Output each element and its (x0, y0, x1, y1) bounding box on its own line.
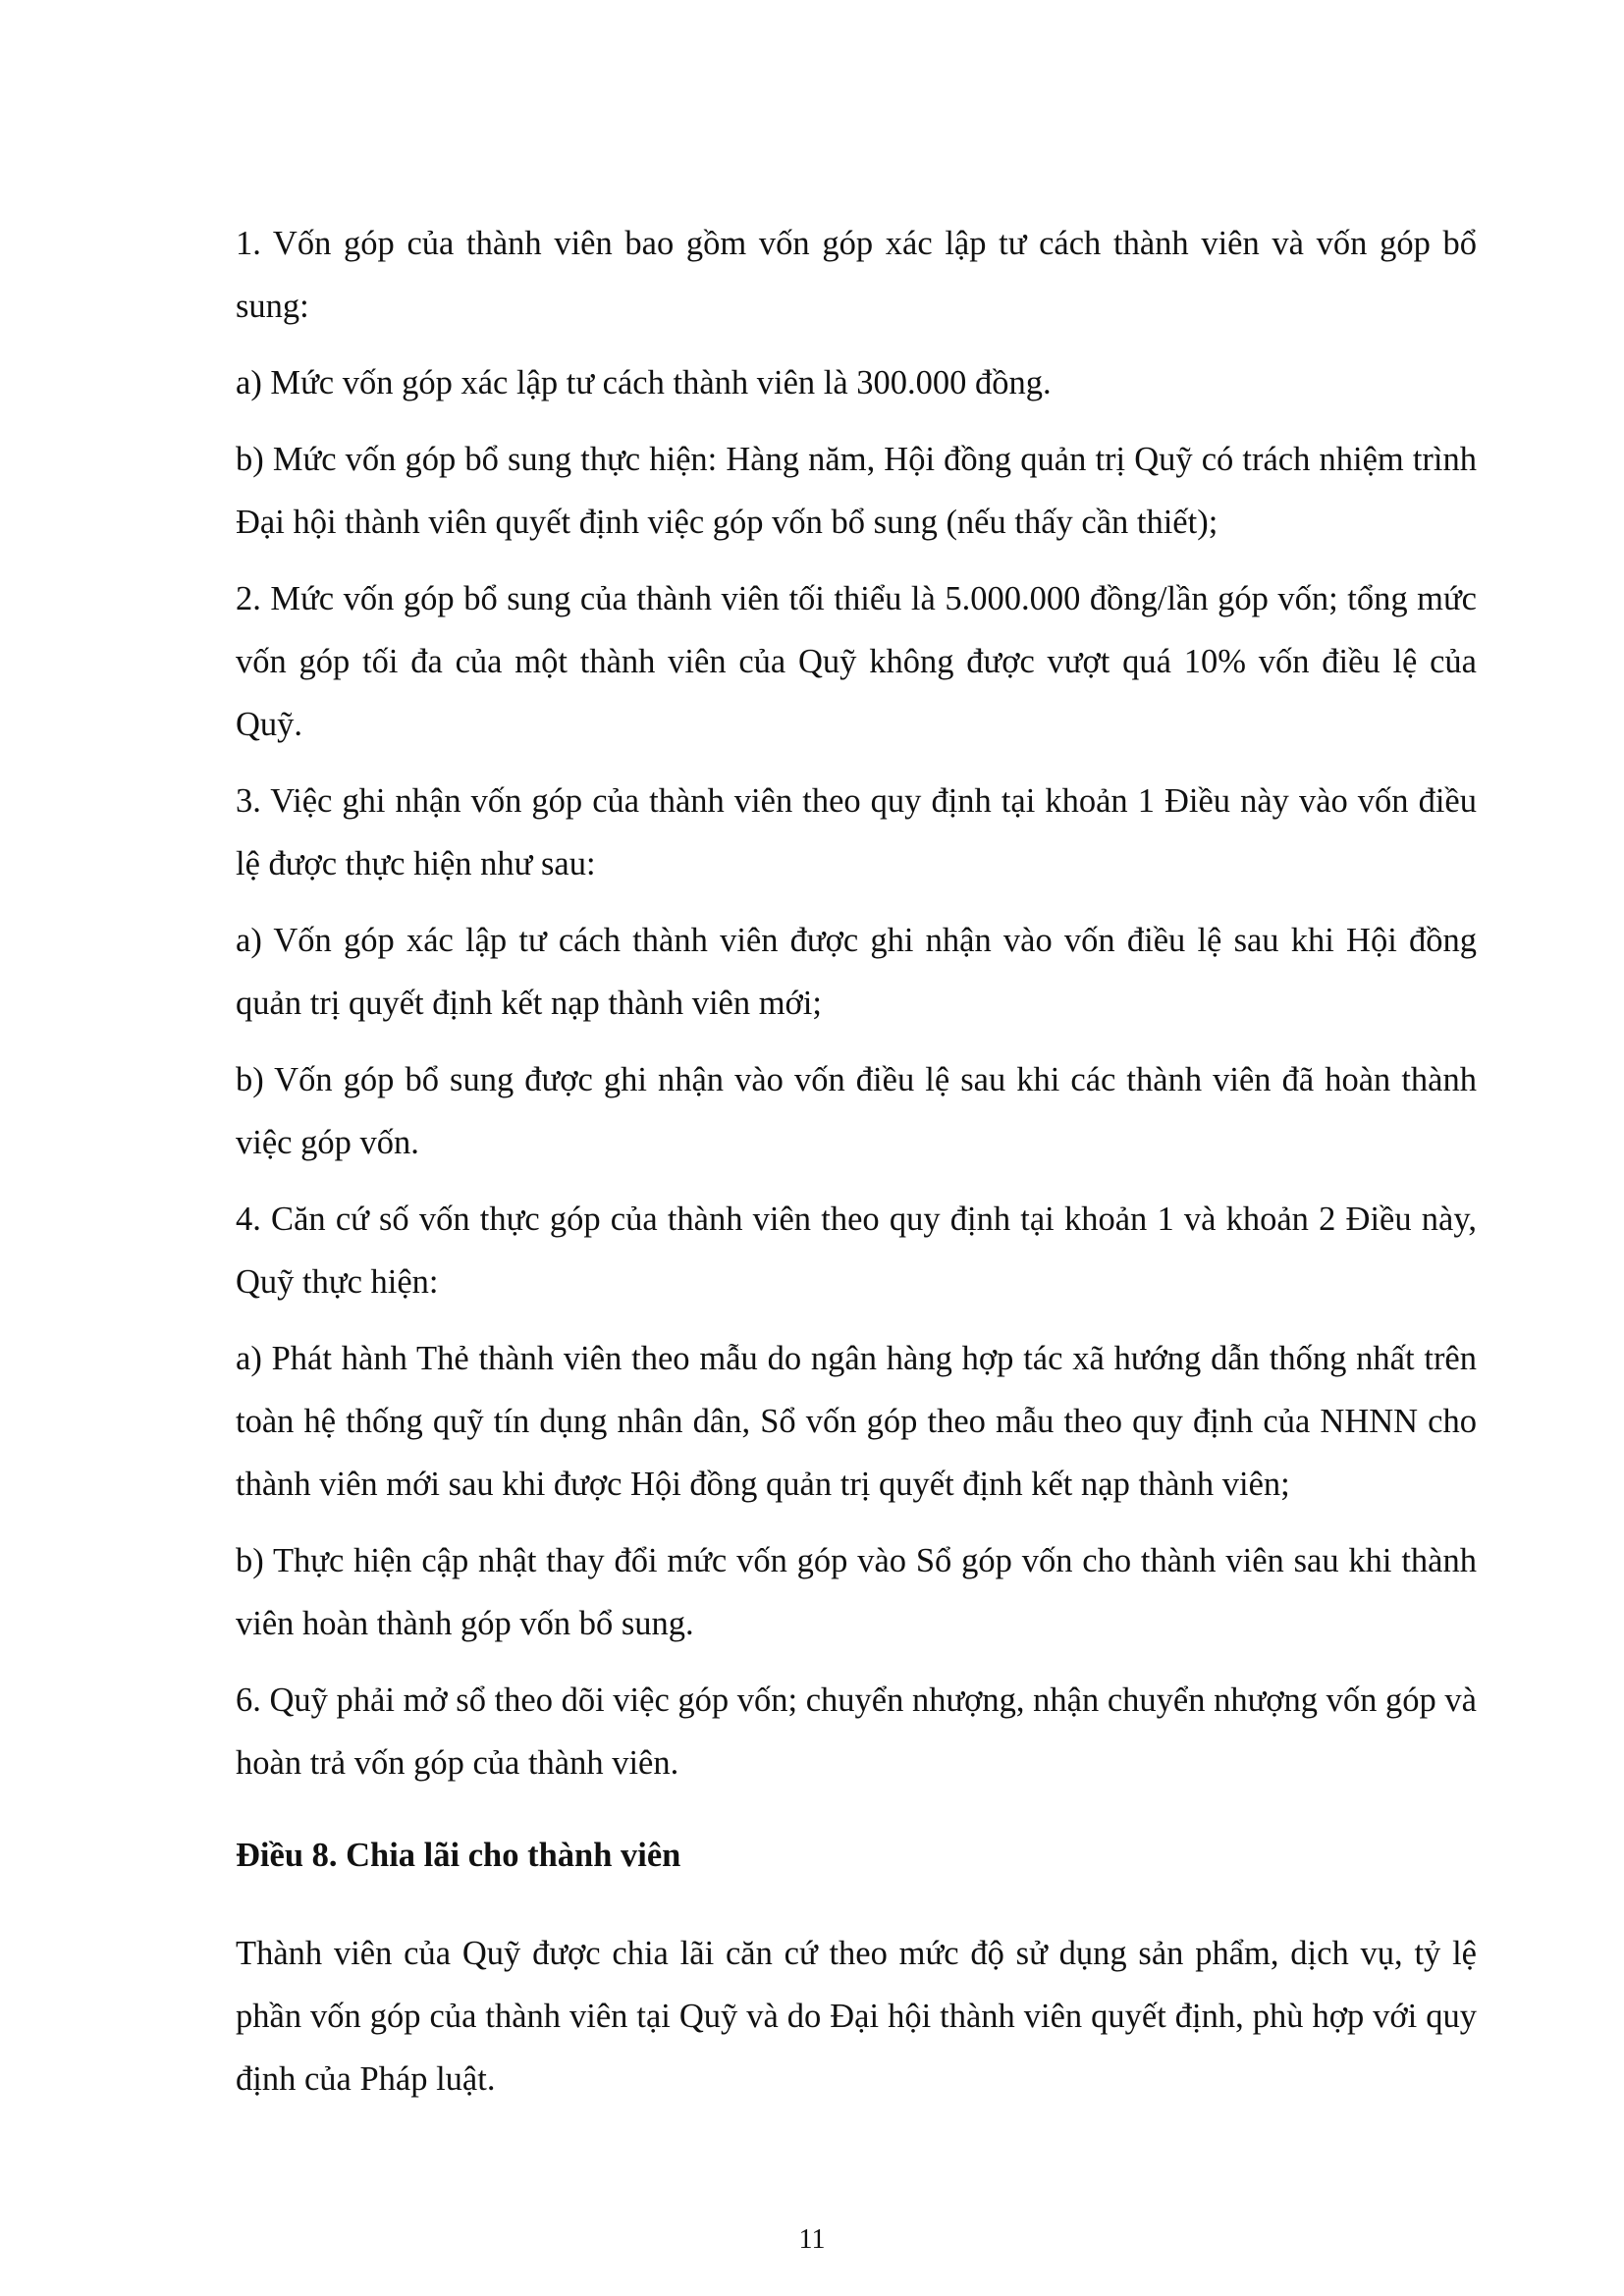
page-content (236, 212, 1477, 2124)
paragraph: b) Mức vốn góp bổ sung thực hiện: Hàng năm, Hội đồng quản trị Quỹ có trách nhiệm trình Đại hội thành viên quyết định việc góp vốn bổ sung (nếu thấy cần thiết); (236, 441, 1477, 541)
paragraph: 2. Mức vốn góp bổ sung của thành viên tối thiểu là 5.000.000 đồng/lần góp vốn; tổng mức vốn góp tối đa của một thành viên của Quỹ không được vượt quá 10% vốn điều lệ của Quỹ. (236, 580, 1477, 743)
paragraph: 3. Việc ghi nhận vốn góp của thành viên theo quy định tại khoản 1 Điều này vào vốn điều lệ được thực hiện như sau: (236, 782, 1477, 882)
paragraph: a) Mức vốn góp xác lập tư cách thành viên là 300.000 đồng. (236, 364, 1052, 401)
paragraph: a) Vốn góp xác lập tư cách thành viên được ghi nhận vào vốn điều lệ sau khi Hội đồng quản trị quyết định kết nạp thành viên mới; (236, 922, 1477, 1022)
paragraph: Thành viên của Quỹ được chia lãi căn cứ theo mức độ sử dụng sản phẩm, dịch vụ, tỷ lệ phần vốn góp của thành viên tại Quỹ và do Đại hội thành viên quyết định, phù hợp với quy định của Pháp luật. (236, 1935, 1477, 2098)
paragraph: 4. Căn cứ số vốn thực góp của thành viên theo quy định tại khoản 1 và khoản 2 Điều này, Quỹ thực hiện: (236, 1201, 1477, 1301)
article-heading: Điều 8. Chia lãi cho thành viên (236, 1837, 681, 1874)
paragraph: 6. Quỹ phải mở sổ theo dõi việc góp vốn; chuyển nhượng, nhận chuyển nhượng vốn góp và hoàn trả vốn góp của thành viên. (236, 1682, 1477, 1782)
page-number: 11 (798, 2224, 826, 2255)
paragraph: b) Thực hiện cập nhật thay đổi mức vốn góp vào Sổ góp vốn cho thành viên sau khi thành viên hoàn thành góp vốn bổ sung. (236, 1542, 1477, 1642)
paragraph: a) Phát hành Thẻ thành viên theo mẫu do ngân hàng hợp tác xã hướng dẫn thống nhất trên toàn hệ thống quỹ tín dụng nhân dân, Sổ vốn góp theo mẫu theo quy định của NHNN cho thành viên mới sau khi được Hội đồng quản trị quyết định kết nạp thành viên; (236, 1340, 1477, 1503)
paragraph: b) Vốn góp bổ sung được ghi nhận vào vốn điều lệ sau khi các thành viên đã hoàn thành việc góp vốn. (236, 1061, 1477, 1161)
paragraph: 1. Vốn góp của thành viên bao gồm vốn góp xác lập tư cách thành viên và vốn góp bổ sung: (236, 225, 1477, 325)
